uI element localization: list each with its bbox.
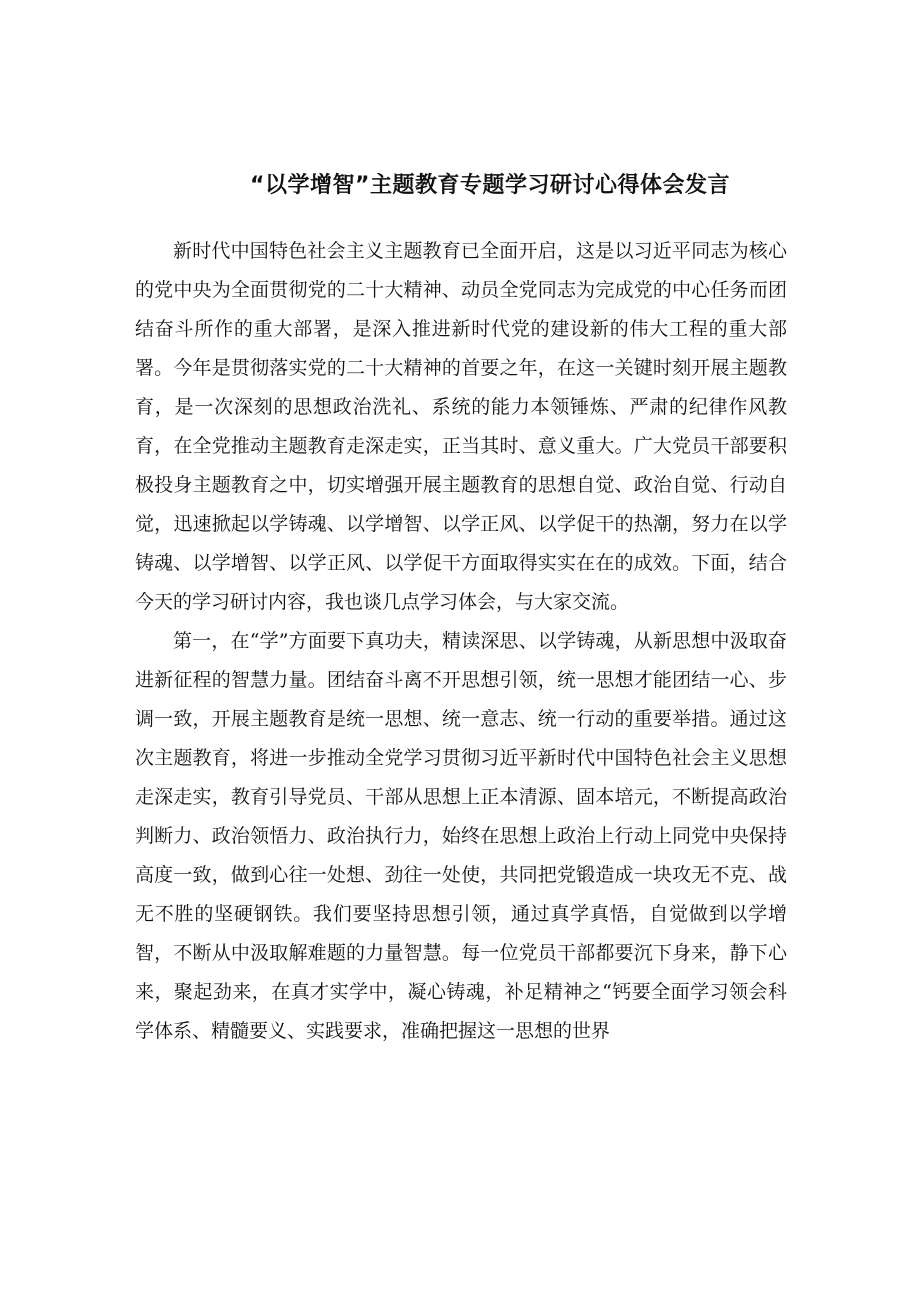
paragraph-first-point: 第一，在“学”方面要下真功夫，精读深思、以学铸魂，从新思想中汲取奋进新征程的智慧力量。团结奋斗离不开思想引领，统一思想才能团结一心、步调一致，开展主题教育是统一思想、统一意志、统一行动的重要举措。通过这次主题教育，将进一步推动全党学习贯彻习近平新时代中国特色社会主义思想走深走实，教育引导党员、干部从思想上正本清源、固本培元，不断提高政治判断力、政治领悟力、政治执行力，始终在思想上政治上行动上同党中央保持高度一致，做到心往一处想、劲往一处使，共同把党锻造成一块攻无不克、战无不胜的坚硬钢铁。我们要坚持思想引领，通过真学真悟，自觉做到以学增智，不断从中汲取解难题的力量智慧。每一位党员干部都要沉下身来，静下心来，聚起劲来，在真才实学中，凝心铸魂，补足精神之“钙要全面学习领会科学体系、精髓要义、实践要求，准确把握这一思想的世界 — [135, 630, 787, 1042]
document-body — [135, 232, 787, 1051]
document-title: “以学增智”主题教育专题学习研讨心得体会发言 — [250, 173, 730, 198]
paragraph-intro: 新时代中国特色社会主义主题教育已全面开启，这是以习近平同志为核心的党中央为全面贯彻党的二十大精神、动员全党同志为完成党的中心任务而团结奋斗所作的重大部署，是深入推进新时代党的建设新的伟大工程的重大部署。今年是贯彻落实党的二十大精神的首要之年，在这一关键时刻开展主题教育，是一次深刻的思想政治洗礼、系统的能力本领锤炼、严肃的纪律作风教育，在全党推动主题教育走深走实，正当其时、意义重大。广大党员干部要积极投身主题教育之中，切实增强开展主题教育的思想自觉、政治自觉、行动自觉，迅速掀起以学铸魂、以学增智、以学正风、以学促干的热潮，努力在以学铸魂、以学增智、以学正风、以学促干方面取得实实在在的成效。下面，结合今天的学习研讨内容，我也谈几点学习体会，与大家交流。 — [135, 240, 787, 613]
